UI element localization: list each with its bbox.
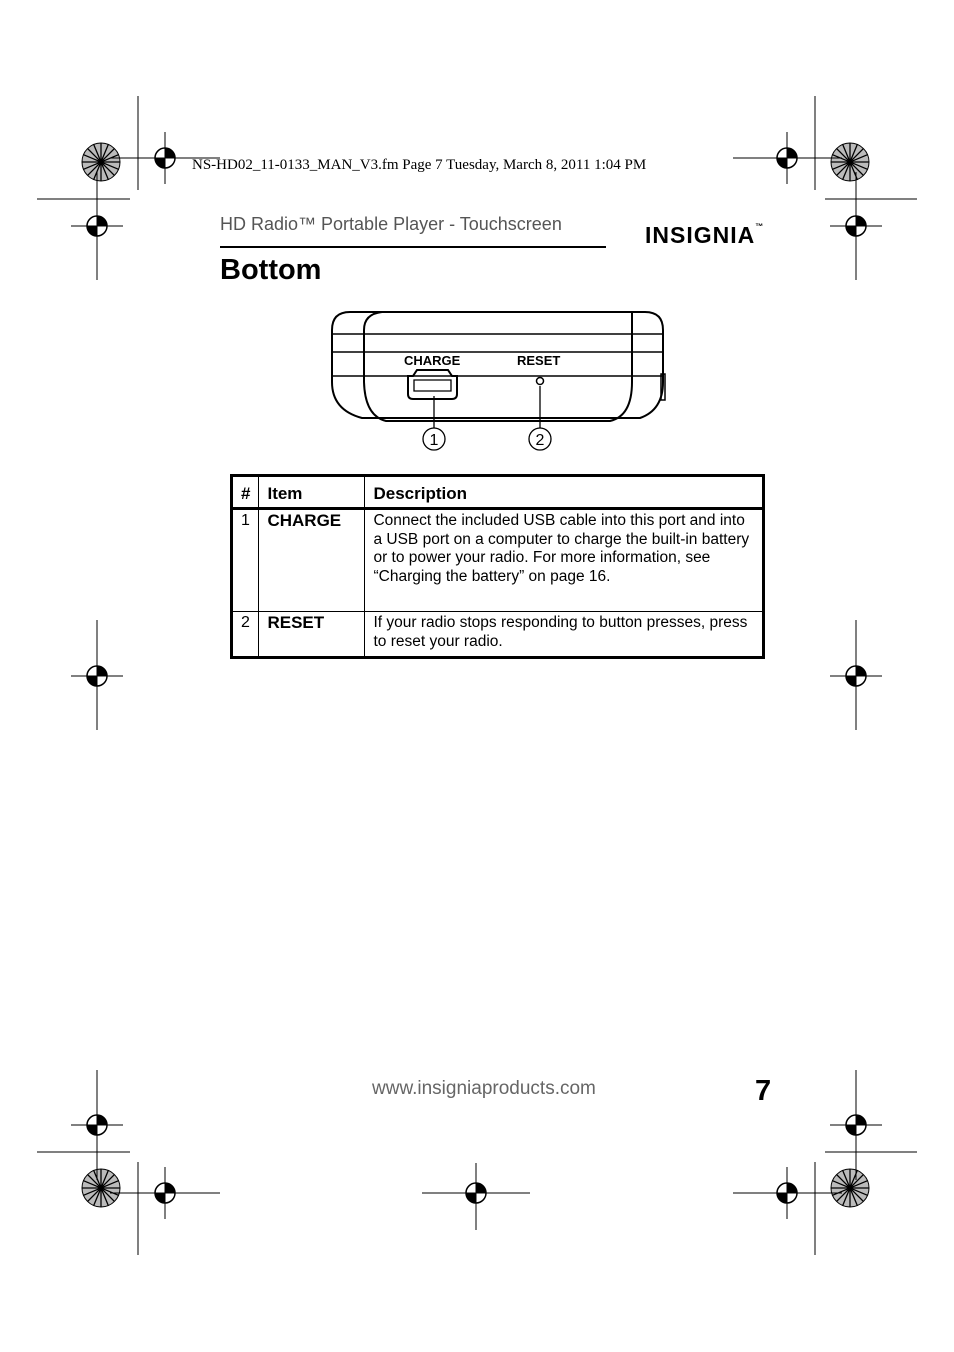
file-slug: NS-HD02_11-0133_MAN_V3.fm Page 7 Tuesday, March 8, 2011 1:04 PM — [192, 157, 647, 173]
row-item: RESET — [259, 612, 365, 658]
row-description: If your radio stops responding to button presses, press to reset your radio. — [365, 612, 764, 658]
charge-port-label: CHARGE — [404, 353, 461, 368]
callout-1: 1 — [429, 432, 439, 449]
row-item: CHARGE — [259, 509, 365, 612]
page-title: Bottom — [220, 254, 322, 286]
insignia-logo — [645, 222, 764, 249]
table-row — [232, 612, 764, 658]
header-description: Description — [365, 476, 764, 509]
footer-url: www.insigniaproducts.com — [372, 1078, 596, 1099]
device-outline — [332, 312, 663, 418]
logo-text: INSIGNIA — [645, 222, 756, 248]
header-number: # — [232, 476, 259, 509]
table-row — [232, 509, 764, 612]
header-rule — [220, 246, 606, 248]
reset-label: RESET — [517, 353, 561, 368]
running-head: HD Radio™ Portable Player - Touchscreen — [220, 214, 562, 234]
header-item: Item — [259, 476, 365, 509]
device-bottom-diagram — [320, 300, 680, 460]
callout-2: 2 — [535, 432, 545, 449]
table-header-row — [232, 476, 764, 509]
items-table — [230, 474, 765, 659]
row-description: Connect the included USB cable into this port and into a USB port on a computer to charge the built-in battery or to power your radio. For more information, see “Charging the battery” on page 16. — [365, 509, 764, 612]
reset-hole-icon — [537, 378, 544, 385]
logo-trademark: ™ — [755, 222, 765, 231]
row-number: 2 — [232, 612, 259, 658]
page-number: 7 — [755, 1075, 772, 1107]
row-number: 1 — [232, 509, 259, 612]
usb-port-icon — [408, 370, 457, 399]
